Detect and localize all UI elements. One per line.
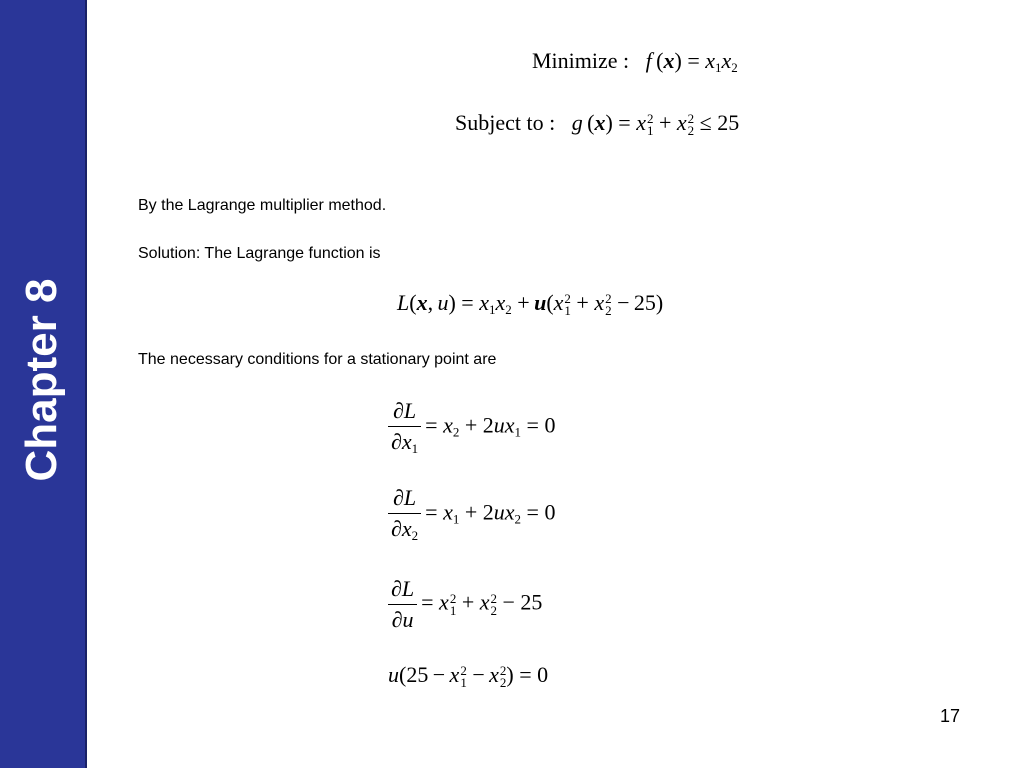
sidebar <box>0 0 87 768</box>
condition-dx1: $\frac{\partial L}{\partial x_1}$ = $x_2 + 2ux_1 = 0$ <box>388 398 555 457</box>
constraint-bound: 25 <box>717 110 740 135</box>
page-number: 17 <box>940 706 961 726</box>
coef-1: 2 <box>482 412 494 438</box>
lagrange-bound: 25 <box>633 290 656 315</box>
minimize-label: Minimize : <box>532 48 630 73</box>
method-text: By the Lagrange multiplier method. <box>138 197 387 214</box>
constraint-equation: Subject to : g (x) = x 2 1 + x 2 2 ≤ 25 <box>455 110 740 138</box>
cs-bound: 25 <box>406 662 429 687</box>
objective-equation: Minimize : f $(x) = x_1x_2$ <box>532 48 738 75</box>
chapter-title: Chapter 8 <box>17 278 66 482</box>
condition-dx2: $\frac{\partial L}{\partial x_2}$ = $x_1 + 2ux_2 = 0$ <box>388 485 555 544</box>
conditions-text: The necessary conditions for a stationary point are <box>138 351 497 368</box>
coef-2: 2 <box>482 499 494 525</box>
lagrange-function: L(x, $u) = x_1x_2 + u(x$ 2 1 + x 2 2 − 25) <box>397 290 664 318</box>
zero-2: 0 <box>544 499 556 525</box>
condition-du: $\frac{\partial L}{\partial u}$ = x 2 1 + x 2 2 − 25 <box>388 576 542 633</box>
zero-1: 0 <box>544 412 556 438</box>
du-bound: 25 <box>520 589 543 615</box>
complementary-slackness: u(25 − x 2 1 − x 2 2 ) = 0 <box>388 662 549 690</box>
subject-to-label: Subject to : <box>455 110 556 135</box>
zero-3: 0 <box>537 662 549 687</box>
solution-text: Solution: The Lagrange function is <box>138 245 381 262</box>
